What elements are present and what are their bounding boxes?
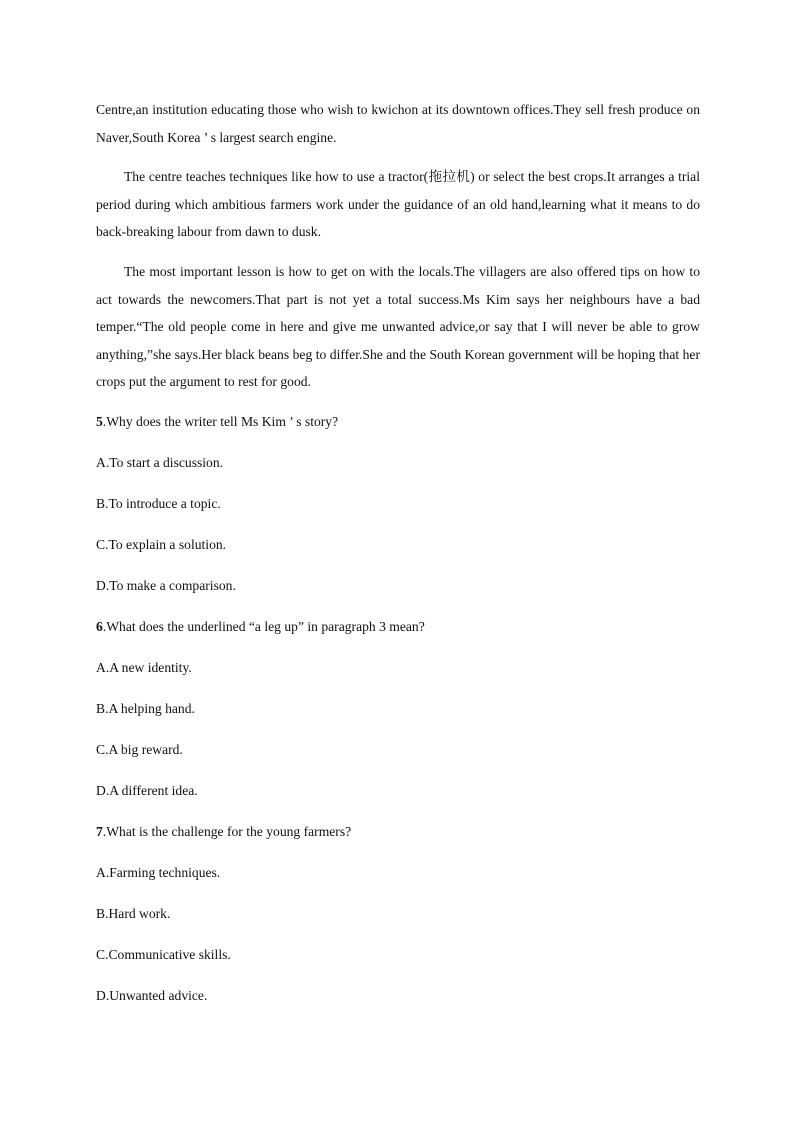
document-page [96,96,700,1023]
question-text: .What is the challenge for the young farmers? [102,823,352,839]
passage-paragraph-3: The most important lesson is how to get on with the locals.The villagers are also offered tips on how to act towards the newcomers.That part is not yet a total success.Ms Kim says her neighbours have a bad temper.“The old people come in here and give me unwanted advice,or say that I will never be able to grow anything,”she says.Her black beans beg to differ.She and the South Korean government will be hoping that her crops put the argument to rest for good. [96,263,700,390]
option-b: B.To introduce a topic. [96,495,221,511]
question-7 [96,818,700,1009]
question-stem [96,408,700,435]
option-c: C.To explain a solution. [96,536,227,552]
question-number: 6 [96,618,103,634]
option-b: B.Hard work. [96,905,171,921]
option-b: B.A helping hand. [96,700,195,716]
question-6 [96,613,700,804]
question-number: 7 [96,823,103,839]
option-d: D.Unwanted advice. [96,987,208,1003]
option-d: D.A different idea. [96,782,198,798]
question-text: .Why does the writer tell Ms Kim ’ s story? [102,413,339,429]
question-5 [96,408,700,599]
passage-paragraph-2: The centre teaches techniques like how to use a tractor(拖拉机) or select the best crops.It arranges a trial period during which ambitious farmers work under the guidance of an old hand,learning what it means to do back-breaking labour from dawn to dusk. [96,169,700,240]
option-c: C.Communicative skills. [96,946,231,962]
option-a: A.Farming techniques. [96,864,221,880]
option-c: C.A big reward. [96,741,183,757]
option-a: A.A new identity. [96,659,192,675]
question-number: 5 [96,413,103,429]
passage-paragraph-1: Centre,an institution educating those who wish to kwichon at its downtown offices.They sell fresh produce on Naver,South Korea ’ s largest search engine. [96,102,700,145]
option-d: D.To make a comparison. [96,577,236,593]
question-stem [96,818,700,845]
option-a: A.To start a discussion. [96,454,224,470]
question-text: .What does the underlined “a leg up” in paragraph 3 mean? [102,618,425,634]
question-stem [96,613,700,640]
